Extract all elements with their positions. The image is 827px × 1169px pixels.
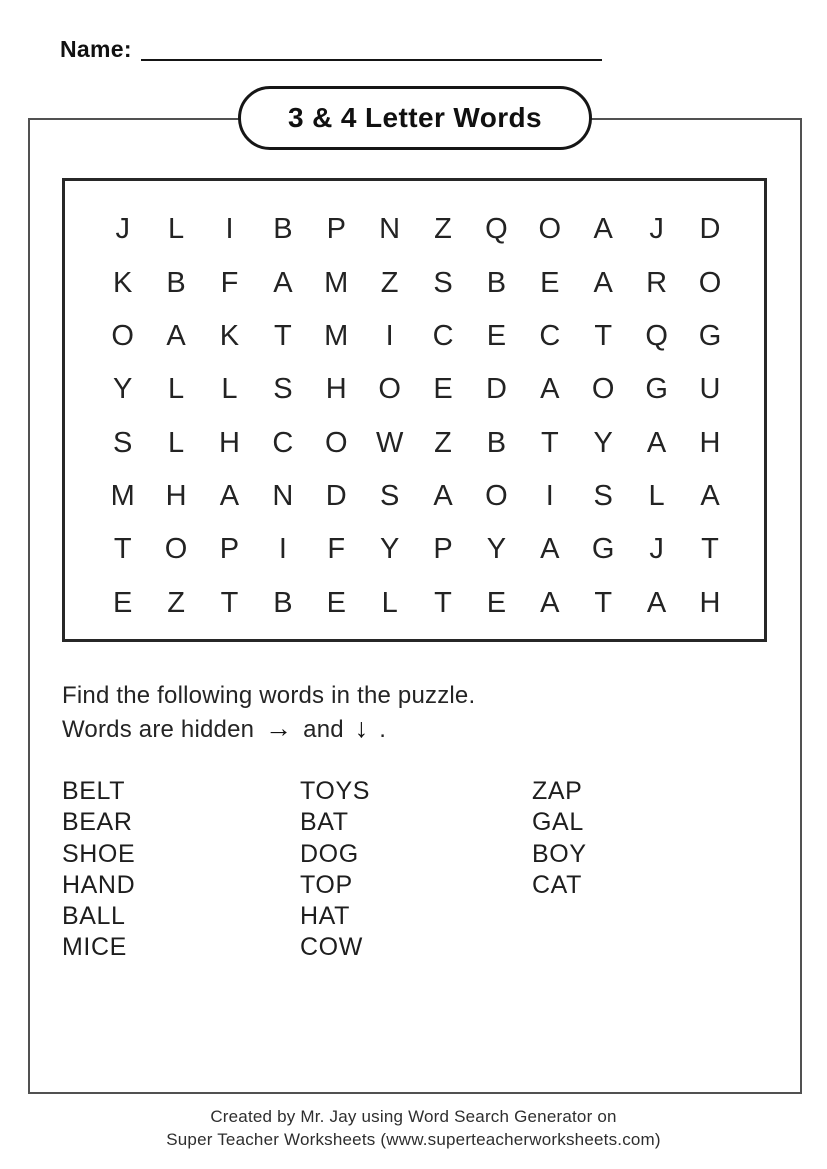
word-item: TOP [300,870,353,899]
word-item: BOY [532,839,587,868]
word-item: BAT [300,808,349,837]
grid-letter: A [540,586,560,619]
grid-letter: Z [380,266,399,299]
grid-letter: P [326,213,346,246]
grid-letter: D [325,479,347,512]
grid-letter: O [698,266,722,299]
grid-letter: T [594,586,613,619]
word-item: SHOE [62,839,136,868]
grid-letter: E [113,586,133,619]
grid-letter: G [698,319,722,352]
word-item: HAT [300,902,350,931]
word-item: HAND [62,870,136,899]
grid-letter: M [110,479,135,512]
word-item: GAL [532,808,584,837]
grid-letter: Z [434,426,452,459]
grid-letter: Y [593,426,613,459]
word-item: MICE [62,933,127,962]
word-item: CAT [532,870,582,899]
grid-letter: B [486,426,507,459]
grid-letter: W [375,426,404,459]
grid-letter: P [219,533,240,566]
grid-letter: A [593,213,613,246]
word-item: BELT [62,777,126,805]
grid-letter: E [540,266,560,299]
instructions [62,680,475,746]
word-column [300,776,532,964]
grid-letter: K [113,266,133,299]
name-row [60,36,602,63]
grid-letter: A [433,479,453,512]
name-blank-line [141,59,602,61]
grid-letter: L [168,213,185,246]
grid-letter: Z [167,586,185,619]
puzzle-box [62,178,767,642]
grid-letter: A [540,373,560,406]
grid-letter: A [700,479,720,512]
grid-letter: L [221,373,238,406]
footer-credit [0,1106,827,1151]
grid-letter: A [219,479,240,512]
grid-letter: O [485,479,508,512]
word-column [532,776,587,964]
grid-letter: I [385,319,394,352]
grid-letter: P [433,533,453,566]
grid-letter: O [164,533,188,566]
grid-letter: M [324,266,349,299]
word-item: BALL [62,902,126,931]
grid-letter: C [539,319,561,352]
grid-letter: L [648,479,665,512]
grid-letter: T [113,533,132,566]
grid-letter: C [432,319,454,352]
grid-letter: O [591,373,615,406]
instructions-line2 [62,712,475,746]
grid-letter: J [115,213,130,246]
grid-letter: G [591,533,615,566]
grid-letter: F [220,266,239,299]
grid-letter: M [324,319,349,352]
down-arrow-icon: ↓ [354,713,369,743]
grid-letter: L [168,426,185,459]
grid-letter: N [379,213,401,246]
grid-letter: Y [379,533,400,566]
grid-letter: K [219,319,240,352]
grid-letter: E [326,586,346,619]
footer-line2: Super Teacher Worksheets (www.superteacherworksheets.com) [166,1129,661,1149]
grid-letter: E [486,319,507,352]
grid-letter: Y [486,533,507,566]
grid-letter: S [113,426,133,459]
grid-letter: D [485,373,507,406]
grid-letter: O [111,319,134,352]
grid-letter: H [219,426,240,459]
grid-letter: E [486,586,507,619]
grid-letter: I [225,213,234,246]
grid-letter: N [272,479,294,512]
grid-letter: R [646,266,668,299]
grid-letter: D [699,213,721,246]
grid-letter: Q [645,319,668,352]
grid-letter: U [699,373,721,406]
word-item: TOYS [300,777,371,805]
grid-letter: G [645,373,668,406]
grid-letter: I [278,533,287,566]
grid-letter: T [540,426,559,459]
grid-letter: J [649,533,664,566]
grid-letter: B [486,266,507,299]
grid-letter: Q [485,213,508,246]
grid-letter: A [273,266,293,299]
grid-letter: L [381,586,398,619]
word-item: ZAP [532,777,583,805]
grid-letter: A [593,266,613,299]
instructions-and-text: and [303,716,344,743]
grid-letter: A [540,533,560,566]
instructions-period: . [379,716,387,743]
puzzle-grid [65,181,764,630]
grid-letter: F [327,533,346,566]
grid-letter: B [166,266,186,299]
grid-letter: S [379,479,400,512]
grid-letter: I [545,479,554,512]
grid-letter: H [699,586,721,619]
grid-letter: C [272,426,294,459]
grid-letter: T [701,533,719,566]
grid-letter: T [594,319,613,352]
title-badge [238,86,592,150]
word-list [62,776,587,964]
grid-letter: T [274,319,292,352]
word-item: BEAR [62,808,133,837]
grid-letter: O [538,213,562,246]
footer-line1: Created by Mr. Jay using Word Search Generator on [210,1107,617,1126]
grid-letter: L [168,373,185,406]
grid-letter: J [649,213,664,246]
grid-letter: A [166,319,186,352]
grid-letter: O [324,426,348,459]
grid-letter: H [699,426,721,459]
grid-letter: B [273,213,293,246]
grid-letter: O [378,373,401,406]
grid-letter: B [273,586,293,619]
grid-letter: Z [434,213,452,246]
right-arrow-icon: → [265,713,293,743]
page-title: 3 & 4 Letter Words [287,102,543,133]
grid-letter: T [220,586,239,619]
grid-letter: A [646,586,667,619]
grid-letter: E [433,373,453,406]
grid-letter: H [325,373,347,406]
grid-letter: Y [113,373,133,406]
word-item: COW [300,933,363,962]
grid-letter: S [273,373,293,406]
word-column [62,776,300,964]
name-label: Name: [60,36,132,62]
grid-letter: T [434,586,452,619]
grid-letter: S [593,479,613,512]
grid-letter: A [646,426,667,459]
grid-letter: S [433,266,453,299]
grid-letter: H [165,479,187,512]
instructions-line1: Find the following words in the puzzle. [62,682,476,709]
word-item: DOG [300,839,359,868]
instructions-line2-text: Words are hidden [62,716,255,743]
